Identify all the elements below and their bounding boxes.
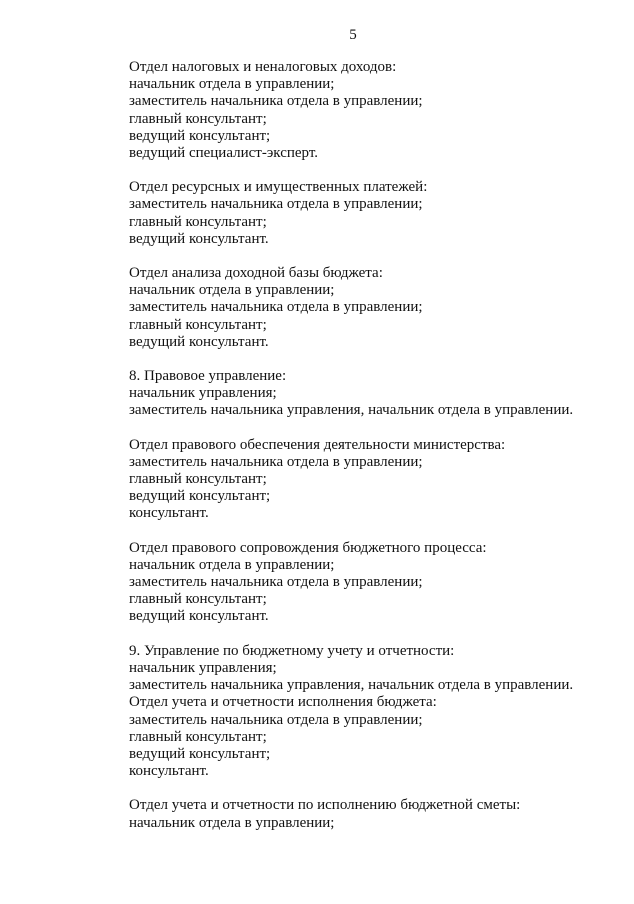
position-line: ведущий консультант.	[129, 608, 269, 625]
position-line: заместитель начальника отдела в управлении;	[129, 196, 423, 213]
section-heading: Отдел правового сопровождения бюджетного процесса:	[129, 539, 487, 556]
section-heading: Отдел правового обеспечения деятельности министерства:	[129, 436, 506, 453]
section-revenue-base-analysis-dept	[129, 265, 629, 351]
position-line: начальник управления;	[129, 385, 277, 402]
section-heading: Отдел ресурсных и имущественных платежей:	[129, 179, 428, 196]
position-line: ведущий специалист-эксперт.	[129, 145, 319, 162]
position-line: заместитель начальника отдела в управлении;	[129, 299, 423, 316]
position-line: ведущий консультант;	[129, 488, 271, 505]
section-heading: Отдел налоговых и неналоговых доходов:	[129, 59, 397, 75]
section-heading: 8. Правовое управление:	[129, 368, 287, 385]
position-line: заместитель начальника отдела в управлении;	[129, 574, 423, 591]
position-line: консультант.	[129, 763, 209, 780]
position-line: заместитель начальника отдела в управлении;	[129, 711, 423, 728]
position-line: начальник отдела в управлении;	[129, 556, 335, 573]
subsection-heading: Отдел учета и отчетности исполнения бюджета:	[129, 694, 437, 711]
section-budget-accounting-directorate	[129, 643, 629, 781]
position-line: главный консультант;	[129, 471, 267, 488]
section-legal-directorate	[129, 368, 629, 420]
section-tax-nontax-revenue-dept	[129, 59, 629, 162]
section-heading: 9. Управление по бюджетному учету и отчетности:	[129, 642, 455, 659]
section-resource-property-payments-dept	[129, 179, 629, 248]
document-body	[129, 59, 629, 849]
section-heading: Отдел учета и отчетности по исполнению бюджетной сметы:	[129, 797, 521, 814]
section-budget-estimate-accounting-dept	[129, 797, 629, 831]
page-number: 5	[349, 27, 357, 43]
position-line: ведущий консультант;	[129, 745, 271, 762]
position-line: заместитель начальника отдела в управлении;	[129, 453, 423, 470]
position-line: ведущий консультант.	[129, 333, 269, 350]
position-line: главный консультант;	[129, 213, 267, 230]
position-line: главный консультант;	[129, 591, 267, 608]
position-line: начальник отдела в управлении;	[129, 282, 335, 299]
position-line: начальник управления;	[129, 659, 277, 676]
position-line: начальник отдела в управлении;	[129, 814, 335, 831]
position-line: начальник отдела в управлении;	[129, 76, 335, 93]
position-line: заместитель начальника управления, начальник отдела в управлении.	[129, 677, 574, 694]
position-line: консультант.	[129, 505, 209, 522]
position-line: главный консультант;	[129, 110, 267, 127]
section-heading: Отдел анализа доходной базы бюджета:	[129, 265, 383, 282]
position-line: главный консультант;	[129, 316, 267, 333]
position-line: заместитель начальника управления, начальник отдела в управлении.	[129, 402, 574, 419]
position-line: заместитель начальника отдела в управлении;	[129, 93, 423, 110]
position-line: главный консультант;	[129, 728, 267, 745]
section-legal-support-ministry-dept	[129, 437, 629, 523]
position-line: ведущий консультант.	[129, 230, 269, 247]
section-legal-budget-process-dept	[129, 540, 629, 626]
position-line: ведущий консультант;	[129, 127, 271, 144]
